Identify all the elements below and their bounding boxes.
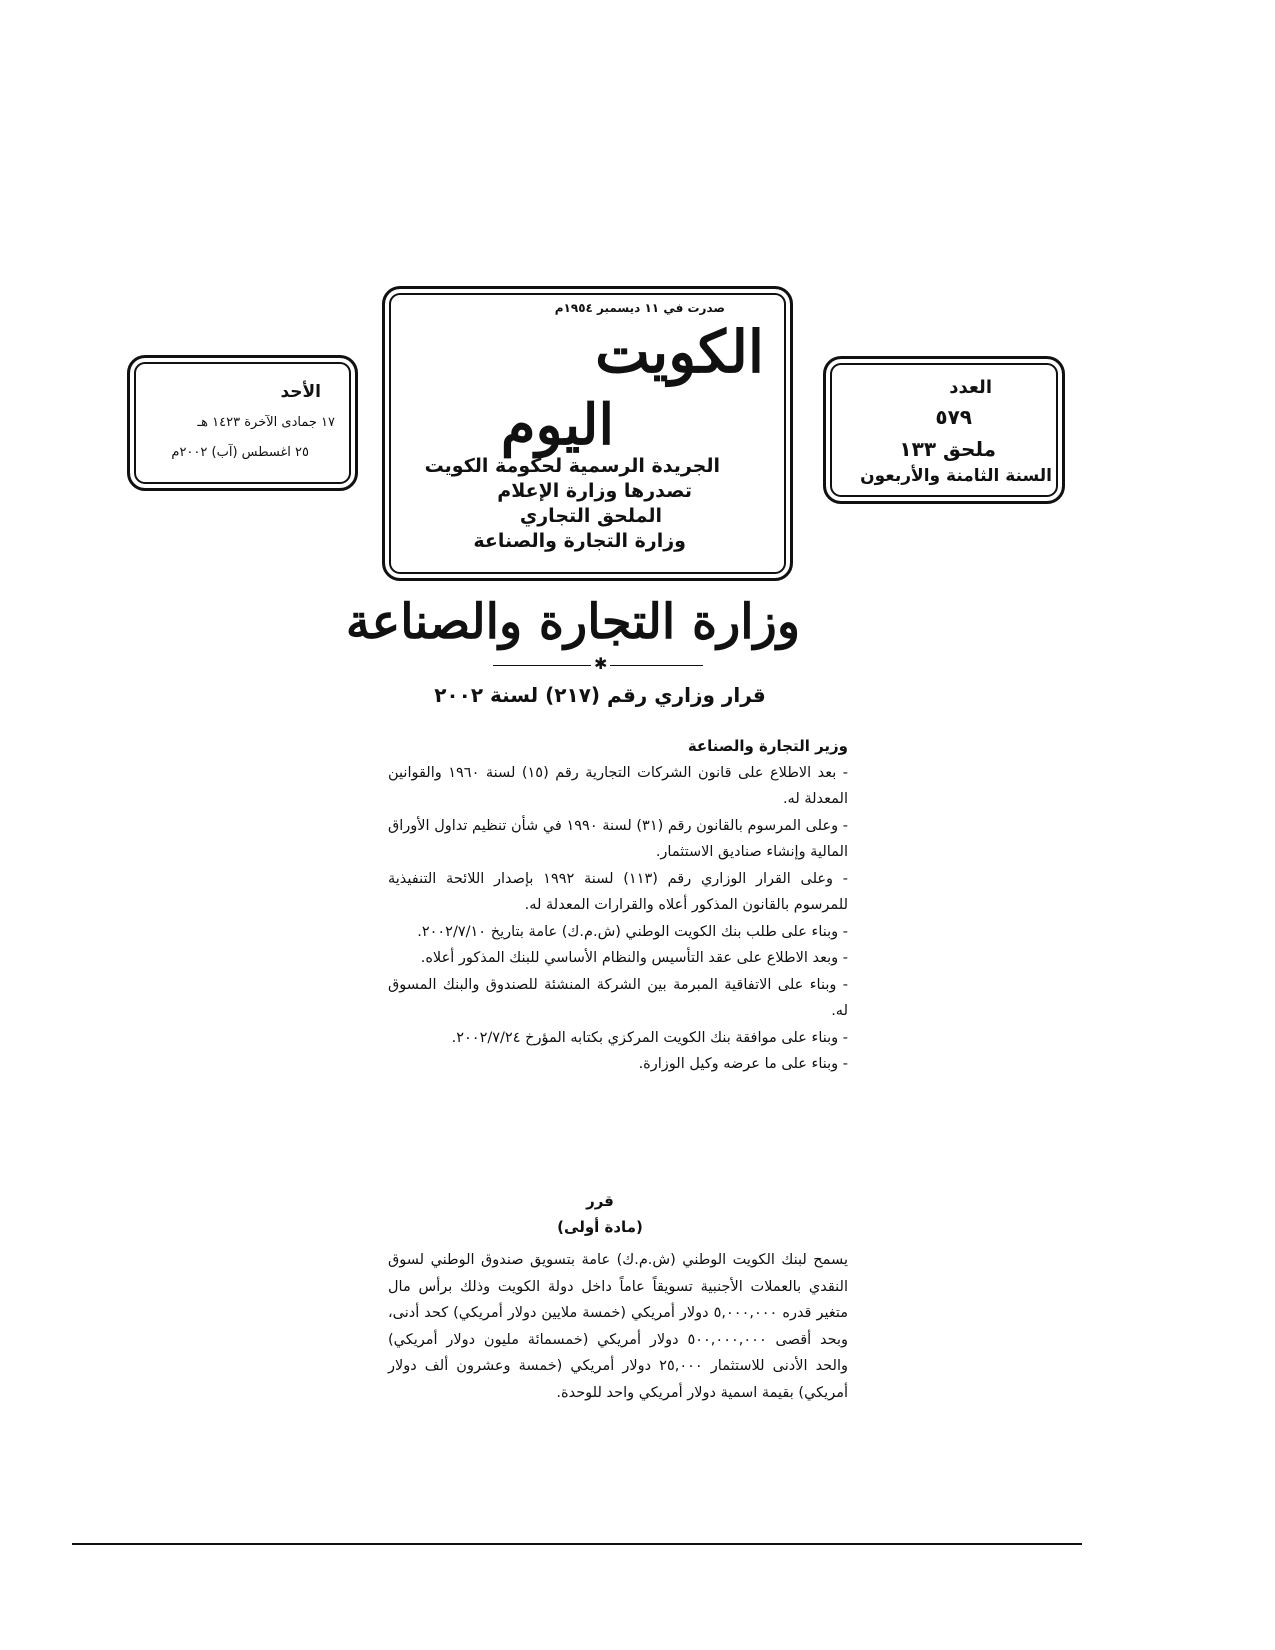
date-box <box>127 355 358 491</box>
preamble-clause: - بعد الاطلاع على قانون الشركات التجارية رقم (١٥) لسنة ١٩٦٠ والقوانين المعدلة له. <box>388 764 848 807</box>
preamble-clause: - وبناء على موافقة بنك الكويت المركزي بكتابه المؤرخ ٢٠٠٢/٧/٢٤. <box>451 1029 848 1046</box>
preamble-clause: - وعلى المرسوم بالقانون رقم (٣١) لسنة ١٩٩٠ في شأن تنظيم تداول الأوراق المالية وإنشاء صناديق الاستثمار. <box>388 817 848 860</box>
masthead-supplement: الملحق التجاري <box>519 505 662 527</box>
preamble-clause: - وبناء على الاتفاقية المبرمة بين الشركة المنشئة للصندوق والبنك المسوق له. <box>388 976 848 1019</box>
publication-year: السنة الثامنة والأربعون <box>860 466 1052 486</box>
issue-label: العدد <box>949 377 992 398</box>
preamble-clause: - وبعد الاطلاع على عقد التأسيس والنظام الأساسي للبنك المذكور أعلاه. <box>420 950 848 966</box>
masthead-issued-date: صدرت في ١١ ديسمبر ١٩٥٤م <box>554 301 725 315</box>
hijri-date: ١٧ جمادى الآخرة ١٤٢٣ هـ <box>197 415 335 430</box>
preamble <box>388 733 848 1078</box>
masthead-name-alyoum: اليوم <box>500 392 614 458</box>
issue-box <box>823 356 1065 504</box>
preamble-clause: - وبناء على طلب بنك الكويت الوطني (ش.م.ك) عامة بتاريخ ٢٠٠٢/٧/١٠. <box>417 923 848 940</box>
masthead-subtitle: الجريدة الرسمية لحكومة الكويت <box>424 455 720 477</box>
preamble-heading: وزير التجارة والصناعة <box>687 737 848 755</box>
article-body: يسمح لبنك الكويت الوطني (ش.م.ك) عامة بتسويق صندوق الوطني لسوق النقدي بالعملات الأجنبية تسويقاً عاماً داخل دولة الكويت وذلك برأس مال متغير قدره ٥,٠٠٠,٠٠٠ دولار أمريكي (خمسة ملايين دولار أمريكي) كحد أدنى، وبحد أقصى ٥٠٠,٠٠٠,٠٠٠ دولار أمريكي (خمسمائة مليون دولار أمريكي) والحد الأدنى للاستثمار ٢٥,٠٠٠ دولار أمريكي (خمسة وعشرون ألف دولار أمريكي) بقيمة اسمية دولار أمريكي واحد للوحدة. <box>388 1252 848 1401</box>
masthead <box>382 286 793 581</box>
ministry-title: وزارة التجارة والصناعة <box>345 594 800 650</box>
day-name: الأحد <box>280 382 321 402</box>
masthead-ministry: وزارة التجارة والصناعة <box>473 530 686 552</box>
decree-title: قرار وزاري رقم (٢١٧) لسنة ٢٠٠٢ <box>434 683 766 707</box>
decided-heading: قرر <box>586 1192 614 1210</box>
article-heading: (مادة أولى) <box>557 1218 643 1236</box>
supplement-number: ملحق ١٣٣ <box>899 437 996 461</box>
footer-rule <box>72 1543 1082 1545</box>
masthead-publisher: تصدرها وزارة الإعلام <box>497 480 692 502</box>
masthead-name-kuwait: الكويت <box>595 318 764 386</box>
divider-ornament-icon: ✱ <box>591 656 610 672</box>
preamble-clause: - وبناء على ما عرضه وكيل الوزارة. <box>638 1056 848 1072</box>
issue-number: ٥٧٩ <box>935 405 972 429</box>
gregorian-date: ٢٥ اغسطس (آب) ٢٠٠٢م <box>171 445 309 460</box>
preamble-clause: - وعلى القرار الوزاري رقم (١١٣) لسنة ١٩٩٢ بإصدار اللائحة التنفيذية للمرسوم بالقانون المذكور أعلاه والقرارات المعدلة له. <box>388 870 848 913</box>
